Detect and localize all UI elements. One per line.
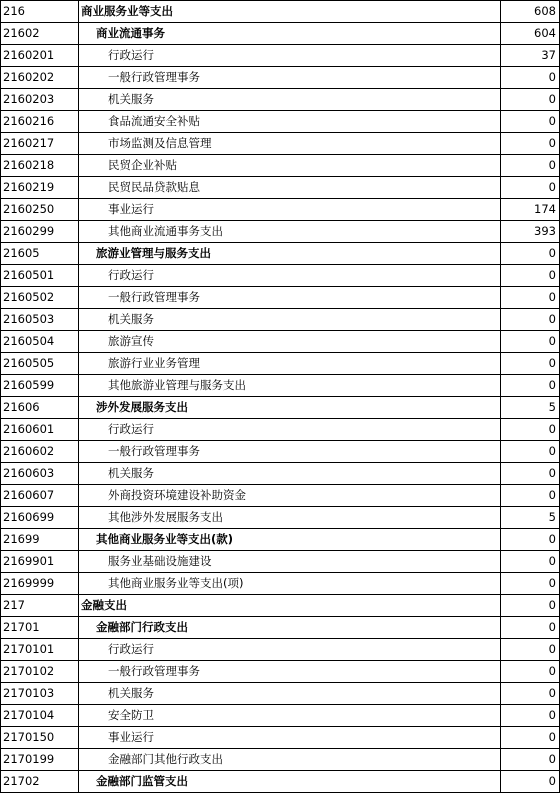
table-row [1, 683, 560, 705]
row-name: 旅游业管理与服务支出 [79, 243, 501, 264]
row-name: 事业运行 [79, 727, 501, 748]
table-row [1, 331, 560, 353]
table-row [1, 485, 560, 507]
row-amount: 0 [501, 353, 560, 374]
table-row [1, 507, 560, 529]
table-row [1, 375, 560, 397]
row-code: 2160203 [1, 89, 79, 110]
table-row [1, 309, 560, 331]
row-amount: 174 [501, 199, 560, 220]
row-code: 2160502 [1, 287, 79, 308]
table-row [1, 265, 560, 287]
row-code: 2170102 [1, 661, 79, 682]
row-amount: 608 [501, 1, 560, 22]
row-amount: 0 [501, 67, 560, 88]
row-code: 2170101 [1, 639, 79, 660]
table-row [1, 45, 560, 67]
row-name: 行政运行 [79, 265, 501, 286]
row-amount: 0 [501, 243, 560, 264]
row-amount: 0 [501, 177, 560, 198]
row-code: 2160216 [1, 111, 79, 132]
row-name: 市场监测及信息管理 [79, 133, 501, 154]
row-code: 21701 [1, 617, 79, 638]
row-name: 旅游行业业务管理 [79, 353, 501, 374]
row-amount: 0 [501, 551, 560, 572]
row-code: 2160250 [1, 199, 79, 220]
row-code: 2160201 [1, 45, 79, 66]
table-row [1, 89, 560, 111]
row-amount: 0 [501, 111, 560, 132]
row-code: 2169999 [1, 573, 79, 594]
row-name: 金融部门其他行政支出 [79, 749, 501, 770]
row-amount: 5 [501, 507, 560, 528]
table-row [1, 617, 560, 639]
row-amount: 0 [501, 89, 560, 110]
table-row [1, 463, 560, 485]
row-amount: 0 [501, 155, 560, 176]
row-code: 21605 [1, 243, 79, 264]
row-name: 食品流通安全补贴 [79, 111, 501, 132]
table-row [1, 529, 560, 551]
row-name: 其他商业服务业等支出(项) [79, 573, 501, 594]
table-row [1, 23, 560, 45]
table-row [1, 661, 560, 683]
table-row [1, 243, 560, 265]
row-amount: 0 [501, 133, 560, 154]
row-name: 金融部门监管支出 [79, 771, 501, 792]
row-name: 安全防卫 [79, 705, 501, 726]
row-code: 2160602 [1, 441, 79, 462]
row-code: 216 [1, 1, 79, 22]
row-name: 机关服务 [79, 89, 501, 110]
row-amount: 0 [501, 309, 560, 330]
table-row [1, 749, 560, 771]
table-row [1, 551, 560, 573]
table-row [1, 111, 560, 133]
row-name: 其他涉外发展服务支出 [79, 507, 501, 528]
row-amount: 0 [501, 595, 560, 616]
row-amount: 0 [501, 771, 560, 792]
table-row [1, 397, 560, 419]
table-row [1, 221, 560, 243]
row-code: 2170199 [1, 749, 79, 770]
row-amount: 0 [501, 639, 560, 660]
table-row [1, 771, 560, 793]
row-name: 机关服务 [79, 463, 501, 484]
row-name: 一般行政管理事务 [79, 67, 501, 88]
row-amount: 393 [501, 221, 560, 242]
row-code: 2170103 [1, 683, 79, 704]
table-row [1, 353, 560, 375]
row-code: 217 [1, 595, 79, 616]
row-amount: 0 [501, 265, 560, 286]
table-row [1, 705, 560, 727]
row-code: 2160299 [1, 221, 79, 242]
row-code: 21699 [1, 529, 79, 550]
row-amount: 0 [501, 661, 560, 682]
row-code: 2169901 [1, 551, 79, 572]
row-name: 金融支出 [79, 595, 501, 616]
row-name: 商业服务业等支出 [79, 1, 501, 22]
row-code: 2160217 [1, 133, 79, 154]
row-code: 2170104 [1, 705, 79, 726]
row-code: 2160218 [1, 155, 79, 176]
row-name: 外商投资环境建设补助资金 [79, 485, 501, 506]
row-code: 21602 [1, 23, 79, 44]
row-amount: 0 [501, 419, 560, 440]
row-amount: 0 [501, 749, 560, 770]
row-name: 民贸民品贷款贴息 [79, 177, 501, 198]
row-amount: 0 [501, 375, 560, 396]
table-row [1, 419, 560, 441]
row-code: 2160699 [1, 507, 79, 528]
row-name: 其他旅游业管理与服务支出 [79, 375, 501, 396]
row-code: 2170150 [1, 727, 79, 748]
row-name: 机关服务 [79, 309, 501, 330]
row-name: 金融部门行政支出 [79, 617, 501, 638]
row-code: 2160505 [1, 353, 79, 374]
row-amount: 0 [501, 683, 560, 704]
row-name: 其他商业服务业等支出(款) [79, 529, 501, 550]
row-name: 旅游宣传 [79, 331, 501, 352]
row-amount: 0 [501, 705, 560, 726]
row-name: 民贸企业补贴 [79, 155, 501, 176]
row-name: 商业流通事务 [79, 23, 501, 44]
row-amount: 0 [501, 485, 560, 506]
row-code: 2160607 [1, 485, 79, 506]
row-name: 行政运行 [79, 419, 501, 440]
row-amount: 0 [501, 331, 560, 352]
row-amount: 0 [501, 463, 560, 484]
row-amount: 0 [501, 573, 560, 594]
table-row [1, 727, 560, 749]
row-name: 事业运行 [79, 199, 501, 220]
table-row [1, 199, 560, 221]
table-row [1, 67, 560, 89]
row-code: 2160219 [1, 177, 79, 198]
row-name: 一般行政管理事务 [79, 661, 501, 682]
table-row [1, 287, 560, 309]
row-name: 涉外发展服务支出 [79, 397, 501, 418]
row-code: 21702 [1, 771, 79, 792]
row-code: 2160501 [1, 265, 79, 286]
row-amount: 37 [501, 45, 560, 66]
row-name: 服务业基础设施建设 [79, 551, 501, 572]
row-name: 行政运行 [79, 45, 501, 66]
row-amount: 5 [501, 397, 560, 418]
row-amount: 0 [501, 287, 560, 308]
row-name: 行政运行 [79, 639, 501, 660]
row-name: 一般行政管理事务 [79, 441, 501, 462]
table-row [1, 595, 560, 617]
row-name: 其他商业流通事务支出 [79, 221, 501, 242]
row-name: 一般行政管理事务 [79, 287, 501, 308]
row-amount: 0 [501, 617, 560, 638]
row-amount: 0 [501, 441, 560, 462]
row-name: 机关服务 [79, 683, 501, 704]
row-amount: 0 [501, 727, 560, 748]
table-row [1, 639, 560, 661]
row-code: 21606 [1, 397, 79, 418]
row-code: 2160601 [1, 419, 79, 440]
table-row [1, 155, 560, 177]
table-row [1, 133, 560, 155]
row-code: 2160599 [1, 375, 79, 396]
row-code: 2160603 [1, 463, 79, 484]
row-amount: 604 [501, 23, 560, 44]
row-code: 2160503 [1, 309, 79, 330]
row-code: 2160504 [1, 331, 79, 352]
row-code: 2160202 [1, 67, 79, 88]
table-row [1, 441, 560, 463]
table-row [1, 1, 560, 23]
row-amount: 0 [501, 529, 560, 550]
table-row [1, 177, 560, 199]
table-row [1, 573, 560, 595]
